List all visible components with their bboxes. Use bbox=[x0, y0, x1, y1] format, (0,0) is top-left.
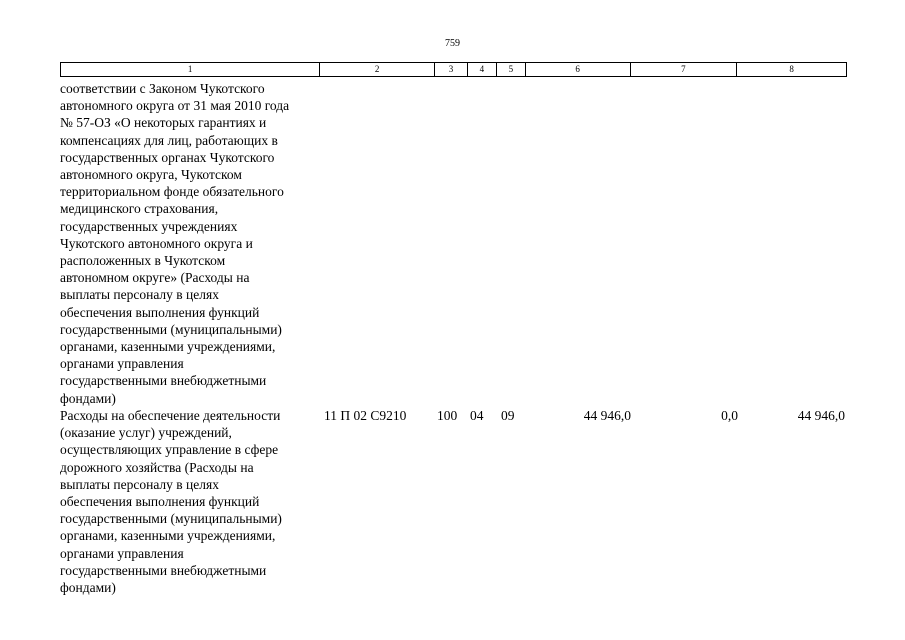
description-line: государственных учреждениях bbox=[60, 218, 238, 234]
description-line: автономном округе» (Расходы на bbox=[60, 270, 250, 286]
description-line: территориальном фонде обязательного bbox=[60, 184, 284, 200]
header-col-2: 2 bbox=[320, 63, 435, 76]
header-col-7: 7 bbox=[631, 63, 738, 76]
header-col-1: 1 bbox=[61, 63, 320, 76]
amount-col-6: 44 946,0 bbox=[583, 408, 631, 423]
row-description bbox=[60, 80, 318, 407]
amount-col-8: 44 946,0 bbox=[797, 408, 845, 423]
description-line: медицинского страхования, bbox=[60, 201, 219, 217]
description-line: органами, казенными учреждениями, bbox=[60, 528, 276, 544]
csr-code: 11 П 02 С9210 bbox=[324, 408, 407, 423]
header-col-8: 8 bbox=[789, 64, 794, 74]
description-line: компенсациях для лиц, работающих в bbox=[60, 132, 278, 148]
description-line: Чукотского автономного округа и bbox=[60, 235, 253, 251]
description-line: № 57-ОЗ «О некоторых гарантиях и bbox=[60, 115, 267, 131]
description-line: государственных органах Чукотского bbox=[60, 149, 275, 165]
description-line: Расходы на обеспечение деятельности bbox=[60, 408, 281, 423]
description-line: автономного округа, Чукотском bbox=[60, 167, 242, 183]
pr-code: 09 bbox=[501, 408, 515, 423]
description-line: обеспечения выполнения функций bbox=[60, 494, 260, 510]
description-line: выплаты персоналу в целях bbox=[60, 476, 219, 492]
description-line: государственными внебюджетными bbox=[60, 562, 267, 578]
description-line: фондами) bbox=[60, 580, 116, 596]
description-line: расположенных в Чукотском bbox=[60, 253, 226, 269]
description-line: осуществляющих управление в сфере bbox=[60, 442, 279, 458]
row-description bbox=[60, 407, 318, 596]
header-col-6: 6 bbox=[526, 63, 631, 76]
header-col-4: 4 bbox=[468, 63, 497, 76]
table-header-row bbox=[60, 62, 847, 77]
description-line: фондами) bbox=[60, 390, 116, 406]
amount-col-7: 0,0 bbox=[721, 408, 738, 423]
header-col-3: 3 bbox=[435, 63, 468, 76]
description-line: государственными (муниципальными) bbox=[60, 511, 282, 527]
vr-code: 100 bbox=[437, 408, 458, 423]
header-col-5: 5 bbox=[497, 63, 526, 76]
rz-code: 04 bbox=[470, 408, 484, 423]
description-line: органами управления bbox=[60, 356, 184, 372]
description-line: органами, казенными учреждениями, bbox=[60, 339, 276, 355]
description-line: выплаты персоналу в целях bbox=[60, 287, 219, 303]
page-number: 759 bbox=[445, 38, 460, 49]
description-line: обеспечения выполнения функций bbox=[60, 304, 260, 320]
description-line: автономного округа от 31 мая 2010 года bbox=[60, 98, 290, 114]
description-line: (оказание услуг) учреждений, bbox=[60, 425, 232, 441]
description-line: государственными внебюджетными bbox=[60, 373, 267, 389]
description-line: органами управления bbox=[60, 545, 184, 561]
description-line: дорожного хозяйства (Расходы на bbox=[60, 459, 254, 475]
description-line: государственными (муниципальными) bbox=[60, 321, 282, 337]
description-line: соответствии с Законом Чукотского bbox=[60, 81, 265, 96]
